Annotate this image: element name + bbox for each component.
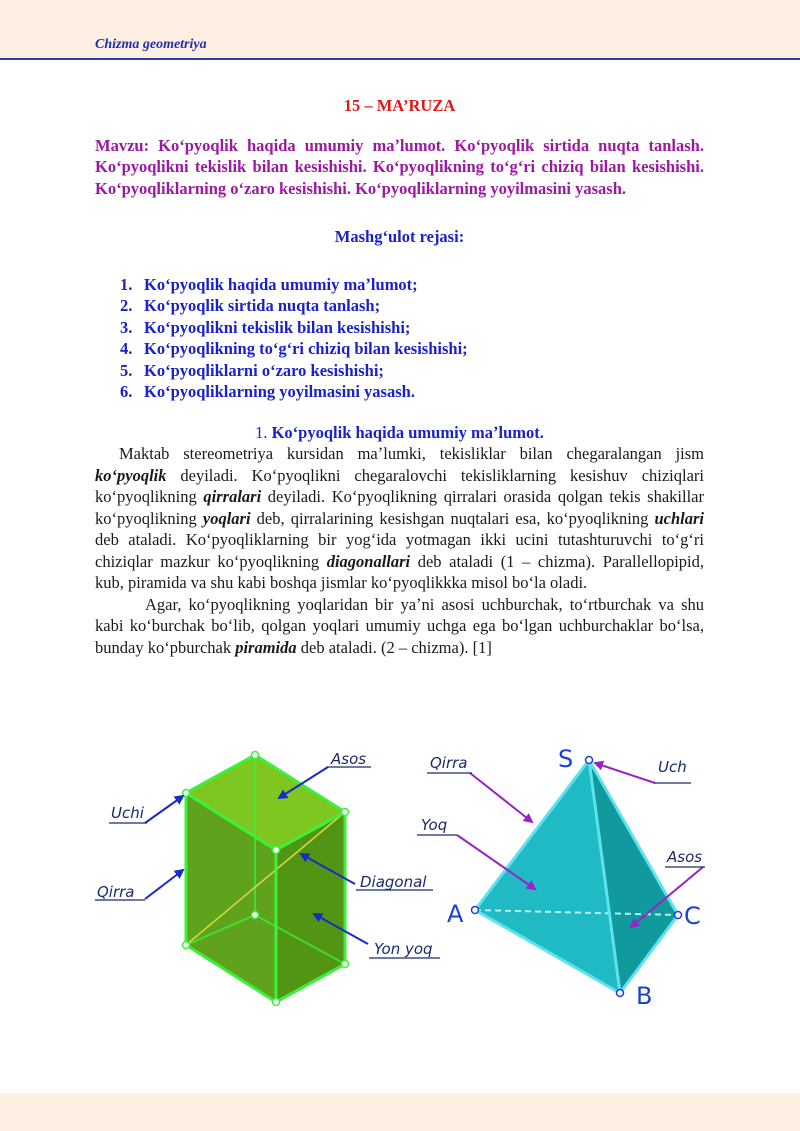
- pyramid-shape: [472, 757, 682, 997]
- section-number: 1.: [255, 422, 268, 442]
- term-highlight: diagonallari: [326, 551, 411, 571]
- prism-label-qirra: Qirra: [97, 883, 135, 901]
- plan-title: Mashgʻulot rejasi:: [334, 227, 465, 246]
- vertex-label-a: A: [447, 900, 464, 928]
- paragraph-text: deyiladi. Koʻpyoqlikning qirralari orasida qolgan tekis shakillar koʻpyoqlikning: [95, 487, 704, 528]
- pyramid-label-yoq: Yoq: [421, 816, 448, 834]
- plan-item: [95, 274, 704, 296]
- polyhedra-figure: [95, 740, 715, 1020]
- term-highlight: qirralari: [203, 487, 262, 506]
- term-highlight: piramida: [235, 637, 297, 657]
- plan-item-text: Koʻpyoqlik haqida umumiy maʼlumot;: [144, 274, 418, 294]
- paragraph-text: Agar, koʻpyoqlikning yoqlaridan bir yaʼni asosi uchburchak, toʻrtburchak va shu kabi koʻburchak boʻlib, qolgan yoqlari umumiy uchga ega boʻlgan uchburchaklar boʻlsa, bunday koʻpburchak: [95, 594, 704, 657]
- plan-item-number: 2.: [120, 296, 133, 315]
- plan-item-number: 4.: [120, 339, 133, 358]
- paragraph-text: deb, qirralarining kesishgan nuqtalari esa, koʻpyoqlikning: [250, 508, 655, 528]
- prism-label-asos: Asos: [331, 750, 367, 768]
- plan-item: [95, 360, 704, 382]
- section-title: Koʻpyoqlik haqida umumiy maʼlumot.: [271, 422, 544, 442]
- header-title: Chizma geometriya: [95, 37, 207, 52]
- paragraph-text: Maktab stereometriya kursidan maʼlumki, tekisliklar bilan chegaralangan jism: [119, 444, 704, 463]
- page-footer: [0, 1093, 800, 1131]
- plan-item-number: 3.: [120, 317, 133, 337]
- plan-item: [95, 381, 704, 403]
- term-highlight: uchlari: [654, 508, 705, 528]
- plan-item: [95, 295, 704, 317]
- page-header: [0, 0, 800, 58]
- paragraph-text: deb ataladi (1 – chizma). Parallellopipid, kub, piramida va shu kabi boshqa jismlar koʻpyoqlikkka misol boʻla oladi.: [95, 551, 704, 592]
- topic-text: Mavzu: Koʻpyoqlik haqida umumiy maʼlumot. Koʻpyoqlik sirtida nuqta tanlash. Koʻpyoqlikni tekislik bilan kesishishi. Koʻpyoqlikning toʻgʻri chiziq bilan kesishishi. Koʻpyoqliklarning oʻzaro kesishishi. Koʻpyoqliklarning yoyilmasini yasash.: [95, 135, 704, 198]
- plan-list: [95, 274, 704, 403]
- pyramid-label-qirra: Qirra: [430, 754, 468, 772]
- vertex-label-s: S: [558, 745, 574, 773]
- plan-item: [95, 317, 704, 339]
- plan-item-number: 6.: [120, 382, 133, 401]
- polyhedra-illustration: [95, 740, 715, 1020]
- plan-item-text: Koʻpyoqliklarning yoyilmasini yasash.: [144, 382, 415, 401]
- lecture-title: 15 – MA’RUZA: [343, 96, 456, 115]
- plan-item-text: Koʻpyoqlik sirtida nuqta tanlash;: [144, 296, 381, 315]
- prism-label-uchi: Uchi: [111, 804, 144, 822]
- page-content: [95, 95, 704, 658]
- pyramid-label-asos: Asos: [667, 848, 703, 866]
- prism-shape: [183, 752, 349, 1006]
- vertex-label-c: C: [684, 902, 701, 930]
- plan-item-text: Koʻpyoqliklarni oʻzaro kesishishi;: [144, 360, 384, 380]
- pyramid-label-uch: Uch: [658, 758, 687, 776]
- plan-item-text: Koʻpyoqlikni tekislik bilan kesishishi;: [144, 317, 411, 337]
- paragraph-text: deb ataladi. (2 – chizma). [1]: [296, 637, 492, 657]
- term-highlight: koʻpyoqlik: [95, 465, 167, 485]
- prism-label-yon-yoq: Yon yoq: [374, 940, 433, 958]
- body-paragraph: [95, 443, 704, 594]
- prism-label-diagonal: Diagonal: [360, 873, 427, 891]
- header-divider: [0, 58, 800, 60]
- plan-item-text: Koʻpyoqlikning toʻgʻri chiziq bilan kesishishi;: [144, 339, 468, 358]
- term-highlight: yoqlari: [202, 508, 251, 528]
- paragraph-text: deb ataladi. Koʻpyoqliklarning bir yogʻida yotmagan ikki ucini tutashturuvchi toʻgʻri chiziqlar mazkur koʻpyoqlikning: [95, 530, 704, 571]
- section-heading: [95, 422, 704, 444]
- paragraph-text: deyiladi. Koʻpyoqlikni chegaralovchi tekisliklarning kesishuv chiziqlari koʻpyoqlikning: [95, 465, 704, 506]
- body-paragraph: [95, 594, 704, 659]
- plan-item-number: 1.: [120, 274, 133, 294]
- plan-item-number: 5.: [120, 360, 133, 380]
- plan-item: [95, 338, 704, 360]
- vertex-label-b: B: [636, 982, 653, 1010]
